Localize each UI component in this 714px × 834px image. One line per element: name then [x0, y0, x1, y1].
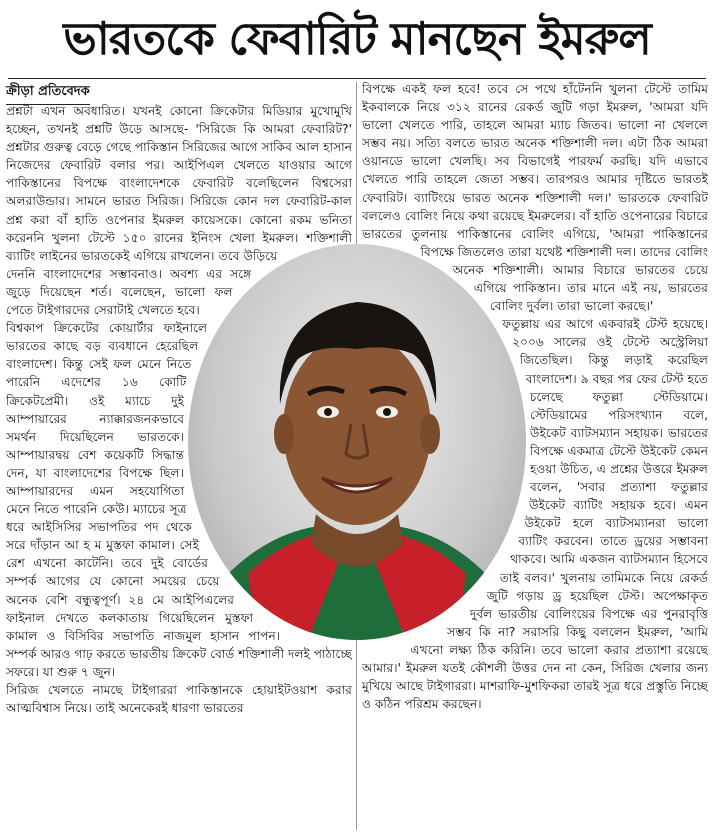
article-paragraph: ফতুল্লায় এর আগে একবারই টেস্ট হয়েছে। ২০০৬ সালের ওই টেস্টে অস্ট্রেলিয়া জিতেছিল। কিন্তু লড়াই করেছিল বাংলাদেশ। ৯ বছর পর ফের টেস্ট হতে চলেছে ফতুল্লা স্টেডিয়ামে। স্টেডিয়ামের পরিসংখ্যান বলে, উইকেট ব্যাটসম্যান সহায়ক। ভারতের বিপক্ষে একমাত্র টেস্টে উইকেট কেমন হওয়া উচিত, এ প্রশ্নের উত্তরে ইমরুল বলেন, 'সবার প্রত্যাশা ফতুল্লার উইকেট ব্যাটিং সহায়ক হবে। এমন উইকেট হলে ব্যাটসম্যানরা ভালো ব্যাটিং করবেন। তাতে ড্রয়ের সম্ভাবনা থাকবে। আমি একজন ব্যাটসম্যান হিসেবে তাই বলব।' খুলনায় তামিমকে নিয়ে রেকর্ড জুটি গড়ায় ড্র হয়েছিল টেস্ট। অপেক্ষাকৃত দুর্বল ভারতীয় বোলিংয়ের বিপক্ষে এর পুনরাবৃত্তি সম্ভব কি না? সরাসরি কিছু বললেন ইমরুল, 'আমি এখনো লক্ষ্য ঠিক করিনি। তবে ভালো করার প্রত্যাশা রয়েছে আমার।' ইমরুল যতই কৌশলী উত্তর দেন না কেন, সিরিজ খেলার জন্য মুখিয়ে আছে টাইগাররা। মাশরাফি-মুশফিকরা তারই সূত্র ধরে প্রস্তুতি নিচ্ছে ও কঠিন পরিশ্রম করছেন।: [362, 317, 708, 712]
article-paragraph: প্রশ্নটা এখন অবধারিত। যখনই কোনো ক্রিকেটার মিডিয়ার মুখোমুখি হচ্ছেন, তখনই প্রশ্নটি উড়ে আসছে- 'সিরিজে কি আমরা ফেবারিট?' প্রশ্নটার গুরুত্ব বেড়ে গেছে পাকিস্তান সিরিজের আগে সাকিব আল হাসান নিজেদের ফেবারিট বলার পর। আইপিএল খেলতে যাওয়ার আগে পাকিস্তানের বিপক্ষে বাংলাদেশকে ফেবারিট বলেছিলেন বিশ্বসেরা অলরাউন্ডার। সামনে ভারত সিরিজ। সিরিজে কোন দল ফেবারিট-কাল প্রশ্ন করা বাঁ হাতি ওপেনার ইমরুল কায়েসকে। কোনো রকম ভনিতা করেননি খুলনা টেস্টে ১৫০ রানের ইনিংস খেলা ইমরুল। শক্তিশালী ব্যাটিং লাইনের ভারতকেই এগিয়ে রাখলেন। তবে উড়িয়ে দেননি বাংলাদেশের সম্ভাবনাও। অবশ্য এর সঙ্গে জুড়ে দিয়েছেন শর্ত। বলেছেন, ভালো ফল পেতে টাইগারদের সেরাটাই খেলতে হবে।: [6, 104, 352, 318]
byline: ক্রীড়া প্রতিবেদক: [6, 82, 90, 105]
portrait-photo-icon: [188, 244, 526, 640]
headline-rule: [8, 78, 706, 79]
article-paragraph: সিরিজ খেলতে নামছে টাইগাররা পাকিস্তানকে হোয়াইটওয়াশ করার আত্মবিশ্বাস নিয়ে। তাই অনেকেরই ধারণা ভারতের: [6, 683, 352, 716]
article-paragraph: বিপক্ষে একই ফল হবে! তবে সে পথে হাঁটেননি খুলনা টেস্টে তামিম ইকবালকে নিয়ে ৩১২ রানের রেকর্ড জুটি গড়া ইমরুল, 'আমরা যদি ভালো খেলতে পারি, তাহলে আমরা ম্যাচ জিতব। ভালো না খেললে সম্ভব নয়। সত্যি বলতে ভারত অনেক শক্তিশালী দল। এটা ঠিক আমরা ওয়ানডে ভালো খেলছি। সব বিভাগেই পারফর্ম করছি। যদি এভাবে খেলতে পারি তাহলে জেতা সম্ভব। তারপরও আমার দৃষ্টিতে ভারতই ফেবারিট। ব্যাটিংয়ে ভারত অনেক শক্তিশালী দল।' ভারতকে ফেবারিট বললেও বোলিং নিয়ে কথা রয়েছে ইমরুলের। বাঁ হাতি ওপেনারের বিচারে ভারতের তুলনায় পাকিস্তানের বোলিং এগিয়ে, 'আমরা পাকিস্তানের বিপক্ষে জিতলেও তারা যথেষ্ট শক্তিশালী দল। তাদের বোলিং অনেক শক্তিশালী। আমার বিচারে ভারতের চেয়ে এগিয়ে পাকিস্তান। তার মানে এই নয়, ভারতের বোলিং দুর্বল। তারা ভালো করছে।': [362, 82, 708, 314]
headline: ভারতকে ফেবারিট মানছেন ইমরুল: [63, 12, 651, 65]
portrait-photo: [188, 244, 526, 640]
article-paragraph: বিশ্বকাপ ক্রিকেটের কোয়ার্টার ফাইনালে ভারতের কাছে বড় ব্যবধানে হেরেছিল বাংলাদেশ। কিন্তু সেই ফল মেনে নিতে পারেনি এদেশের ১৬ কোটি ক্রিকেটপ্রেমী। ওই ম্যাচে দুই আম্পায়ারের ন্যাক্কারজনকভাবে সমর্থন দিয়েছিলেন ভারতকে। আম্পায়ারদ্বয় বেশ কয়েকটি সিদ্ধান্ত দেন, যা বাংলাদেশের বিপক্ষে ছিল। আম্পায়ারদের এমন সহযোগিতা মেনে নিতে পারেনি কেউ। ম্যাচের সূত্র ধরে আইসিসির সভাপতির পদ থেকে সরে দাঁড়ান আ হ ম মুস্তফা কামাল। সেই রেশ এখনো কাটেনি। তবে দুই বোর্ডের সম্পর্ক আগের যে কোনো সময়ের চেয়ে অনেক বেশি বন্ধুত্বপূর্ণ। ২৪ মে আইপিএলের ফাইনাল দেখতে কলকাতায় গিয়েছিলেন মুস্তফা কামাল ও বিসিবির সভাপতি নাজমুল হাসান পাপন। সম্পর্ক আরও গাঢ় করতে ভারতীয় ক্রিকেট বোর্ড শক্তিশালী দলই পাঠাচ্ছে সফরে। যা শুরু ৭ জুন।: [6, 321, 352, 679]
